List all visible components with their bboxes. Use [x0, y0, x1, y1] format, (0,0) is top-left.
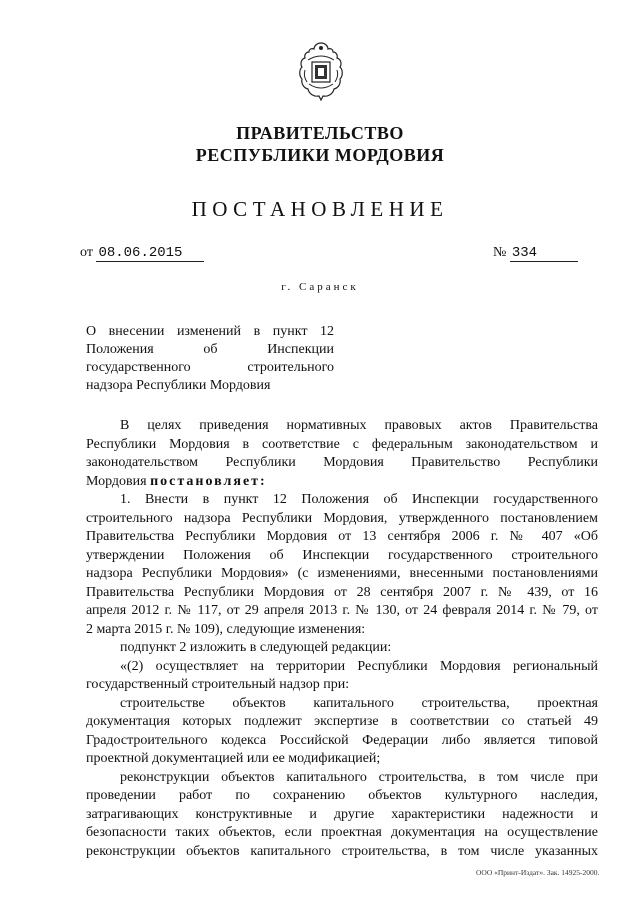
document-body — [86, 417, 598, 861]
body-line: строительного надзора Республики Мордовия, утвержденного постановлением — [86, 510, 598, 526]
body-line: Правительства Республики Мордовия от 28 сентября 2007 г. № 439, от 16 — [86, 584, 598, 600]
city-name: г. Саранск — [281, 281, 359, 293]
body-line: проведении работ по сохранению объектов культурного наследия, — [86, 788, 598, 803]
body-line: реконструкции объектов капитального строительства, в том числе при — [120, 769, 598, 785]
coat-of-arms-emblem — [295, 40, 347, 104]
body-line: 1. Внести в пункт 12 Положения об Инспекции государственного — [120, 492, 598, 507]
subject-line: надзора Республики Мордовия — [86, 378, 271, 393]
body-line: Градостроительного кодекса Российской Федерации либо является типовой — [86, 732, 598, 748]
body-line: Республики Мордовия в соответствие с федеральным законодательством и — [86, 436, 598, 452]
body-line: В целях приведения нормативных правовых актов Правительства — [120, 418, 598, 433]
body-line: проектной документацией или ее модификацией; — [86, 751, 381, 766]
government-title: ПРАВИТЕЛЬСТВО — [236, 123, 404, 143]
body-line: государственный строительный надзор при: — [86, 677, 350, 692]
body-line-resolution — [86, 473, 598, 492]
document-type: ПОСТАНОВЛЕНИЕ — [191, 197, 449, 221]
body-line: законодательством Республики Мордовия Правительство Республики — [86, 455, 598, 470]
body-line: надзора Республики Мордовия» (с изменениями, внесенными постановлениями — [86, 566, 598, 581]
subject-line: Положения об Инспекции — [86, 342, 334, 357]
government-subtitle: РЕСПУБЛИКИ МОРДОВИЯ — [195, 145, 445, 165]
body-line: безопасности таких объектов, если проектная документация на осуществление — [86, 825, 598, 840]
document-date: 08.06.2015 — [96, 245, 204, 262]
body-line: Правительства Республики Мордовия от 13 сентября 2006 г. № 407 «Об — [86, 529, 598, 544]
document-number: 334 — [510, 245, 578, 262]
subject-block — [86, 323, 334, 395]
body-line: затрагивающих конструктивные и другие характеристики надежности и — [86, 806, 598, 822]
date-prefix: от — [80, 245, 93, 260]
body-line: «(2) осуществляет на территории Республики Мордовия региональный — [120, 658, 598, 674]
body-line-text: Мордовия — [86, 473, 151, 489]
body-line: документация которых подлежит экспертизе в соответствии со статьей 49 — [86, 714, 598, 729]
body-line: строительстве объектов капитального строительства, проектная — [120, 695, 598, 711]
body-line: утверждении Положения об Инспекции государственного строительного — [86, 547, 598, 563]
body-line: апреля 2012 г. № 117, от 29 апреля 2013 г. № 130, от 24 февраля 2014 г. № 79, от — [86, 603, 598, 618]
date-field — [80, 245, 204, 262]
body-line: подпункт 2 изложить в следующей редакции: — [120, 640, 392, 655]
subject-line: О внесении изменений в пункт 12 — [86, 324, 334, 339]
resolves-word: постановляет: — [150, 473, 267, 489]
printer-footer: ООО «Принт-Издат». Зак. 14925-2000. — [476, 868, 600, 877]
body-line: 2 марта 2015 г. № 109), следующие изменения: — [86, 621, 366, 637]
subject-line: государственного строительного — [86, 360, 334, 375]
number-prefix: № — [493, 245, 507, 260]
number-field — [493, 245, 578, 262]
body-line: реконструкции объектов капитального строительства, в том числе указанных — [86, 843, 598, 859]
